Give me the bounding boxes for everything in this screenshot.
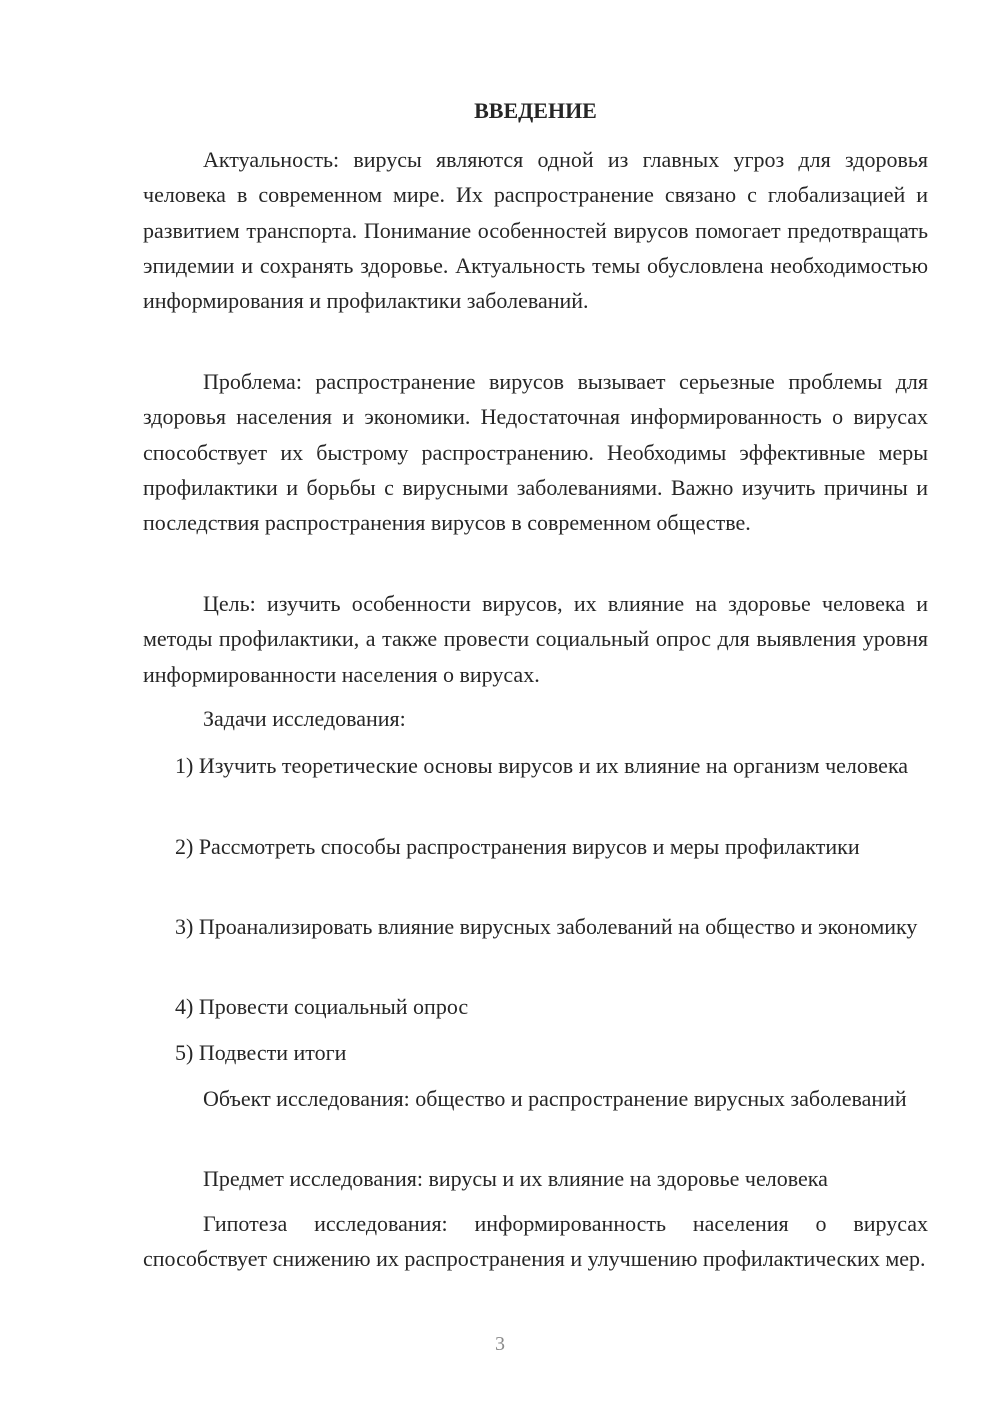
task-item-5: 5) Подвести итоги (175, 1040, 347, 1065)
hypothesis-paragraph: Гипотеза исследования: информированность населения о вирусах способствует снижению их распространения и улучшению профилактических мер. (143, 1211, 928, 1272)
object-paragraph: Объект исследования: общество и распространение вирусных заболеваний (203, 1086, 907, 1111)
tasks-heading: Задачи исследования: (203, 706, 406, 731)
page-number: 3 (495, 1333, 505, 1355)
subject-paragraph: Предмет исследования: вирусы и их влияние на здоровье человека (203, 1166, 828, 1191)
task-item-4: 4) Провести социальный опрос (175, 994, 469, 1019)
goal-paragraph: Цель: изучить особенности вирусов, их влияние на здоровье человека и методы профилактики, а также провести социальный опрос для выявления уровня информированности населения о вирусах. (143, 591, 928, 687)
relevance-paragraph: Актуальность: вирусы являются одной из главных угроз для здоровья человека в современном мире. Их распространение связано с глобализацией и развитием транспорта. Понимание особенностей вирусов помогает предотвращать эпидемии и сохранять здоровье. Актуальность темы обусловлена необходимостью информирования и профилактики заболеваний. (143, 147, 928, 314)
task-item-2: 2) Рассмотреть способы распространения вирусов и меры профилактики (175, 834, 860, 859)
page-title: ВВЕДЕНИЕ (474, 98, 597, 123)
task-item-3: 3) Проанализировать влияние вирусных заболеваний на общество и экономику (175, 914, 918, 939)
task-item-1: 1) Изучить теоретические основы вирусов и их влияние на организм человека (175, 753, 909, 778)
problem-paragraph: Проблема: распространение вирусов вызывает серьезные проблемы для здоровья населения и экономики. Недостаточная информированность о вирусах способствует их быстрому распространению. Необходимы эффективные меры профилактики и борьбы с вирусными заболеваниями. Важно изучить причины и последствия распространения вирусов в современном обществе. (143, 369, 928, 536)
